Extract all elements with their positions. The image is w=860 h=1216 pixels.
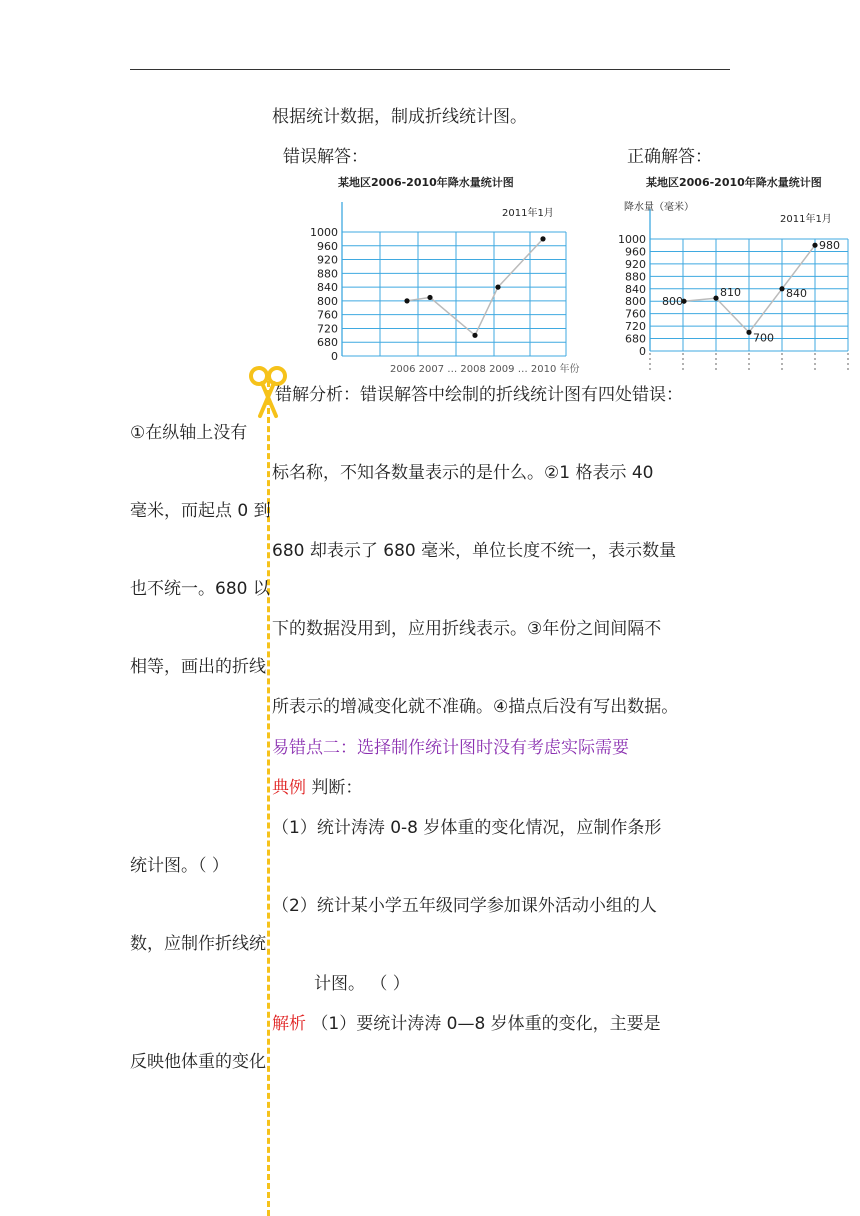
data-point bbox=[540, 236, 545, 241]
y-tick-label: 840 bbox=[317, 281, 338, 295]
chart1-x-axis-partial: 2006 2007 … 2008 2009 … 2010 年份 bbox=[390, 364, 580, 375]
data-label: 800 bbox=[662, 295, 683, 309]
y-tick-label: 0 bbox=[331, 350, 338, 363]
y-tick-label: 960 bbox=[317, 239, 338, 253]
section-heading: 易错点二：选择制作统计图时没有考虑实际需要 bbox=[272, 738, 629, 758]
analysis-line-3: 标名称，不知各数量表示的是什么。②1 格表示 40 bbox=[272, 463, 654, 483]
data-label: 810 bbox=[720, 286, 741, 300]
y-tick-label: 880 bbox=[317, 267, 338, 281]
question-2c: 计图。 （ ） bbox=[314, 974, 410, 994]
y-tick-label: 680 bbox=[625, 332, 646, 346]
y-tick-label: 720 bbox=[317, 322, 338, 336]
data-point bbox=[746, 330, 751, 335]
question-2a: （2）统计某小学五年级同学参加课外活动小组的人 bbox=[272, 896, 657, 916]
y-tick-label: 720 bbox=[625, 320, 646, 334]
y-tick-label: 760 bbox=[625, 307, 646, 321]
y-tick-label: 680 bbox=[317, 336, 338, 350]
analysis-line-7: 下的数据没用到，应用折线表示。③年份之间间隔不 bbox=[272, 619, 662, 639]
analysis-line-4: 毫米，而起点 0 到 bbox=[130, 501, 271, 521]
data-point bbox=[779, 286, 784, 291]
y-tick-label: 840 bbox=[625, 282, 646, 296]
chart2-ylabel: 降水量（毫米） bbox=[624, 202, 694, 213]
y-tick-label: 0 bbox=[639, 345, 646, 358]
analysis-line-2: ①在纵轴上没有 bbox=[130, 423, 248, 443]
cut-line bbox=[267, 372, 270, 1216]
question-1b: 统计图。（ ） bbox=[130, 856, 229, 876]
y-tick-label: 800 bbox=[625, 295, 646, 309]
data-label: 980 bbox=[819, 239, 840, 253]
analysis-line-6: 也不统一。680 以 bbox=[130, 579, 270, 599]
example-tag: 典例 bbox=[272, 778, 306, 798]
y-tick-label: 920 bbox=[317, 253, 338, 267]
chart1-date-note: 2011年1月 bbox=[502, 208, 554, 219]
analysis-line-8: 相等，画出的折线 bbox=[130, 657, 266, 677]
solution-line bbox=[272, 1013, 661, 1035]
y-tick-label: 760 bbox=[317, 308, 338, 322]
chart2-date-note: 2011年1月 bbox=[780, 214, 832, 225]
top-rule bbox=[130, 69, 730, 70]
data-label: 700 bbox=[753, 331, 774, 345]
y-tick-label: 1000 bbox=[310, 226, 338, 239]
analysis-line-5: 680 却表示了 680 毫米，单位长度不统一，表示数量 bbox=[272, 541, 677, 561]
example-text: 判断： bbox=[306, 778, 363, 798]
right-answer-label: 正确解答： bbox=[627, 147, 712, 167]
data-point bbox=[812, 243, 817, 248]
solution-text-b: 反映他体重的变化 bbox=[130, 1052, 266, 1072]
wrong-line-chart bbox=[300, 172, 595, 375]
data-point bbox=[404, 298, 409, 303]
y-tick-label: 800 bbox=[317, 294, 338, 308]
data-label: 840 bbox=[786, 286, 807, 300]
data-point bbox=[427, 295, 432, 300]
solution-text-a: （1）要统计涛涛 0—8 岁体重的变化，主要是 bbox=[306, 1014, 661, 1034]
correct-line-chart bbox=[618, 172, 860, 368]
question-2b: 数，应制作折线统 bbox=[130, 934, 266, 954]
intro-text: 根据统计数据，制成折线统计图。 bbox=[272, 107, 527, 127]
y-tick-label: 960 bbox=[625, 245, 646, 259]
y-tick-label: 1000 bbox=[618, 233, 646, 246]
data-point bbox=[713, 296, 718, 301]
analysis-line-1: 错解分析：错误解答中绘制的折线统计图有四处错误： bbox=[275, 385, 683, 405]
y-tick-label: 880 bbox=[625, 270, 646, 284]
chart2-title: 某地区2006-2010年降水量统计图 bbox=[646, 176, 822, 189]
data-point bbox=[495, 285, 500, 290]
y-tick-label: 920 bbox=[625, 257, 646, 271]
example-line bbox=[272, 777, 362, 799]
wrong-answer-label: 错误解答： bbox=[283, 147, 368, 167]
question-1a: （1）统计涛涛 0-8 岁体重的变化情况，应制作条形 bbox=[272, 818, 662, 838]
solution-tag: 解析 bbox=[272, 1014, 306, 1034]
chart1-title: 某地区2006-2010年降水量统计图 bbox=[338, 176, 514, 189]
data-point bbox=[472, 333, 477, 338]
analysis-line-9: 所表示的增减变化就不准确。④描点后没有写出数据。 bbox=[272, 697, 679, 717]
